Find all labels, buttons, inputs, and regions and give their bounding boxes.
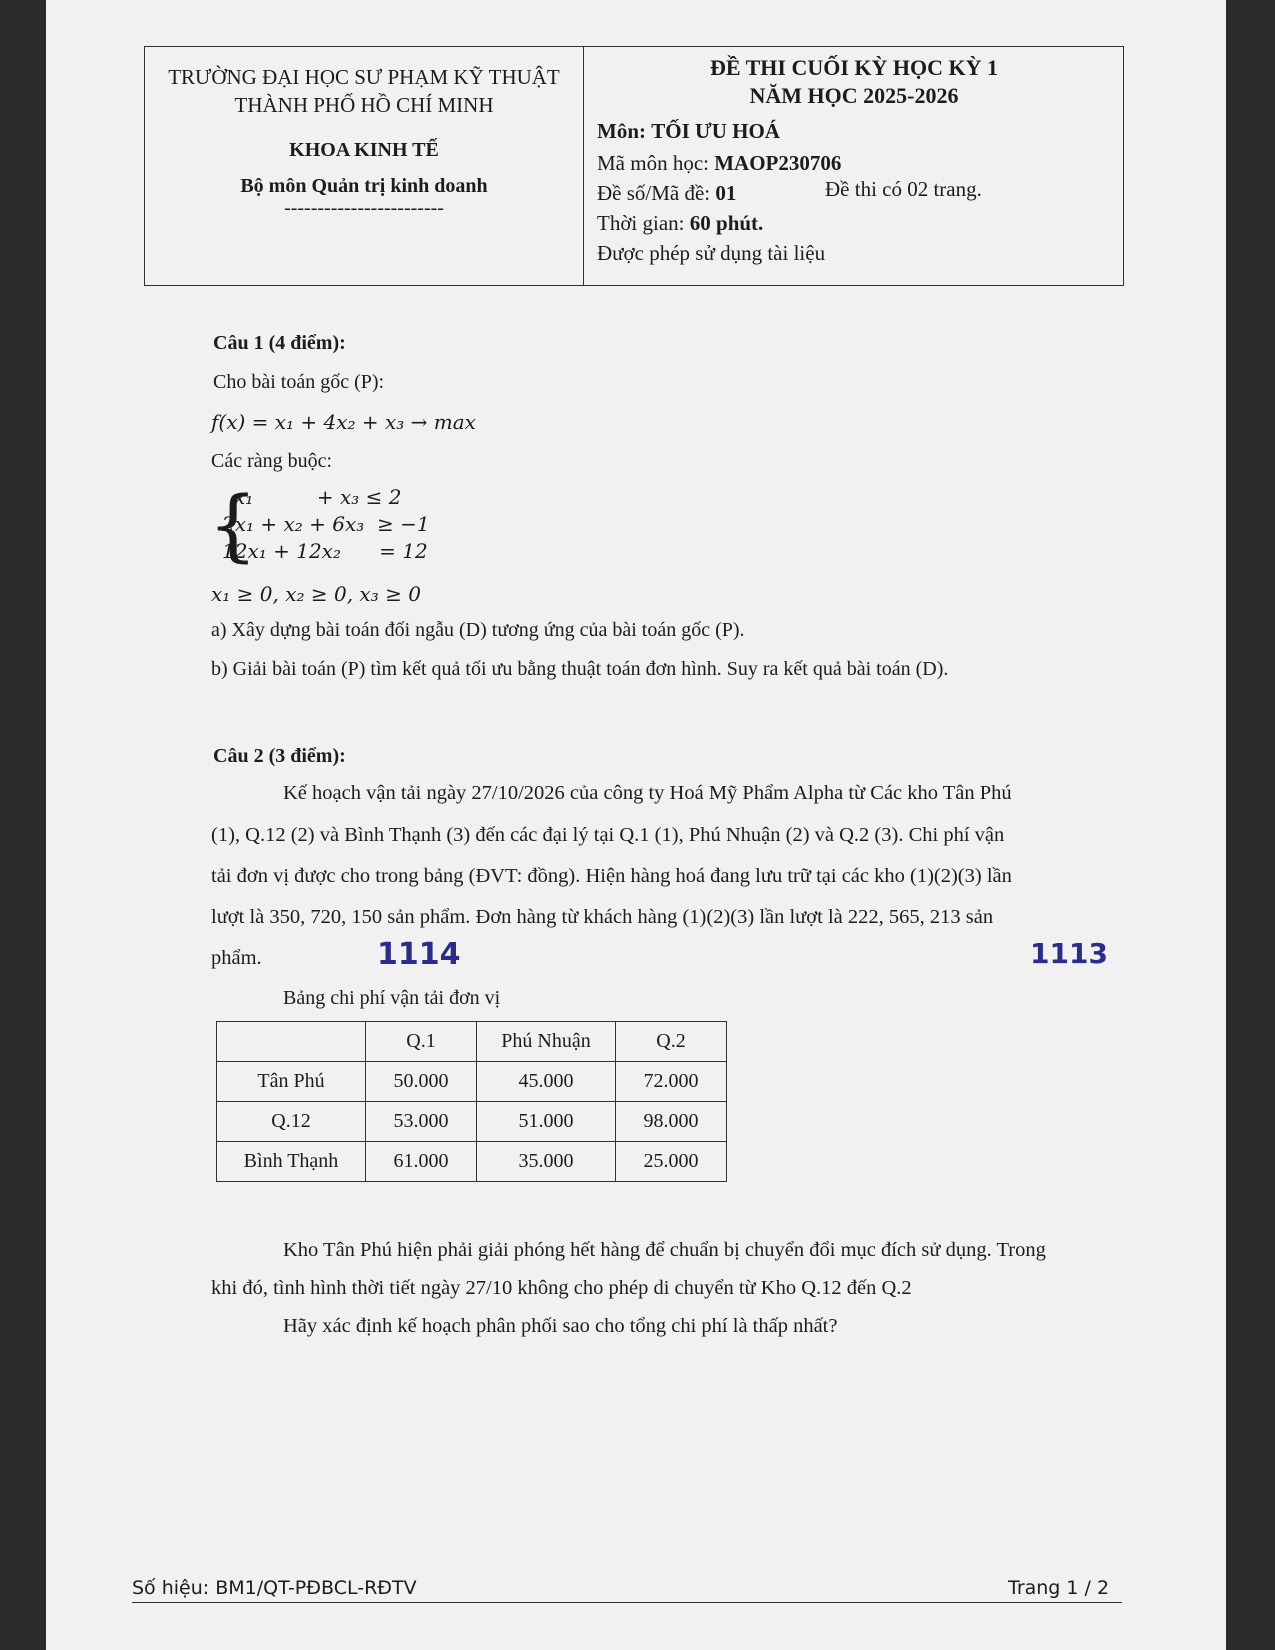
row-label: Bình Thạnh [217,1142,366,1182]
exam-number-row [597,181,736,206]
question-2-para-line-1: Kế hoạch vận tải ngày 27/10/2026 của công ty Hoá Mỹ Phẩm Alpha từ Các kho Tân Phú [283,782,1012,804]
table-cell: 51.000 [477,1102,616,1142]
university-line-1: TRƯỜNG ĐẠI HỌC SƯ PHẠM KỸ THUẬT [168,65,560,89]
table-cell: 25.000 [616,1142,727,1182]
objective-function: f(x) = x₁ + 4x₂ + x₃ → max [211,410,476,434]
constraint-2: 2x₁ + x₂ + 6x₃ ≥ −1 [222,512,430,536]
question-1-part-a: a) Xây dựng bài toán đối ngẫu (D) tương ứng của bài toán gốc (P). [211,619,745,641]
table-corner-cell [217,1022,366,1062]
question-2-title: Câu 2 (3 điểm): [213,745,346,767]
time-value: 60 phút. [689,211,764,235]
table-cell: 35.000 [477,1142,616,1182]
exam-number-label: Đề số/Mã đề: [597,181,711,205]
question-1-part-b: b) Giải bài toán (P) tìm kết quả tối ưu bằng thuật toán đơn hình. Suy ra kết quả bài toán (D). [211,658,949,680]
course-code-row [597,151,841,176]
department: Bộ môn Quản trị kinh doanh [240,175,488,197]
table-cell: 61.000 [366,1142,477,1182]
page-number: Trang 1 / 2 [1008,1577,1110,1599]
transport-cost-table [216,1021,727,1182]
table-row [217,1062,727,1102]
subject-row [597,119,780,144]
table-row [217,1102,727,1142]
page-count-note: Đề thi có 02 trang. [825,177,982,201]
exam-title: ĐỀ THI CUỐI KỲ HỌC KỲ 1 [709,55,999,80]
table-header-row [217,1022,727,1062]
time-label: Thời gian: [597,211,685,235]
column-header-phu-nhuan: Phú Nhuận [477,1022,616,1062]
constraints-label: Các ràng buộc: [211,450,333,472]
time-row [597,211,763,236]
question-2-final-question: Hãy xác định kế hoạch phân phối sao cho tổng chi phí là thấp nhất? [283,1315,838,1337]
question-2-para-line-5: phẩm. [211,947,262,969]
course-code: MAOP230706 [714,151,842,175]
constraint-3: 12x₁ + 12x₂ = 12 [222,539,428,563]
question-2-para-line-4: lượt là 350, 720, 150 sản phẩm. Đơn hàng từ khách hàng (1)(2)(3) lần lượt là 222, 565, 213 sản [211,906,994,928]
question-2-para-line-2: (1), Q.12 (2) và Bình Thạnh (3) đến các đại lý tại Q.1 (1), Phú Nhuận (2) và Q.2 (3). Chi phí vận [211,824,1005,846]
handwritten-note-2: 1113 [1030,937,1108,970]
school-year: NĂM HỌC 2025-2026 [749,83,959,108]
question-1-title: Câu 1 (4 điểm): [213,332,346,354]
course-code-label: Mã môn học: [597,151,709,175]
nonnegativity: x₁ ≥ 0, x₂ ≥ 0, x₃ ≥ 0 [211,582,421,606]
row-label: Tân Phú [217,1062,366,1102]
table-row [217,1142,727,1182]
document-code: Số hiệu: BM1/QT-PĐBCL-RĐTV [132,1577,417,1599]
materials-note: Được phép sử dụng tài liệu [597,241,826,265]
subject-name: TỐI ƯU HOÁ [651,119,780,143]
row-label: Q.12 [217,1102,366,1142]
header-exam-info [585,47,1123,285]
header-institution [145,47,584,285]
column-header-q2: Q.2 [616,1022,727,1062]
faculty: KHOA KINH TẾ [289,139,439,161]
constraint-1: x₁ + x₃ ≤ 2 [234,485,402,509]
footer-rule [132,1602,1122,1603]
handwritten-note-1: 1114 [377,937,461,972]
university-line-2: THÀNH PHỐ HỒ CHÍ MINH [234,93,494,117]
table-cell: 45.000 [477,1062,616,1102]
header-divider: ------------------------ [284,197,444,219]
constraint-brace: { [208,481,258,571]
question-2-para2-line-1: Kho Tân Phú hiện phải giải phóng hết hàng để chuẩn bị chuyển đổi mục đích sử dụng. Trong [283,1239,1046,1261]
table-cell: 72.000 [616,1062,727,1102]
table-caption: Bảng chi phí vận tải đơn vị [283,987,501,1009]
table-cell: 98.000 [616,1102,727,1142]
exam-header [144,46,1124,286]
column-header-q1: Q.1 [366,1022,477,1062]
question-2-para2-line-2: khi đó, tình hình thời tiết ngày 27/10 không cho phép di chuyển từ Kho Q.12 đến Q.2 [211,1277,912,1299]
subject-label: Môn: [597,119,646,143]
table-cell: 50.000 [366,1062,477,1102]
question-1-intro: Cho bài toán gốc (P): [213,371,385,393]
exam-number: 01 [715,181,737,205]
question-2-para-line-3: tải đơn vị được cho trong bảng (ĐVT: đồng). Hiện hàng hoá đang lưu trữ tại các kho (1)(2)(3) lần [211,865,1012,887]
table-cell: 53.000 [366,1102,477,1142]
